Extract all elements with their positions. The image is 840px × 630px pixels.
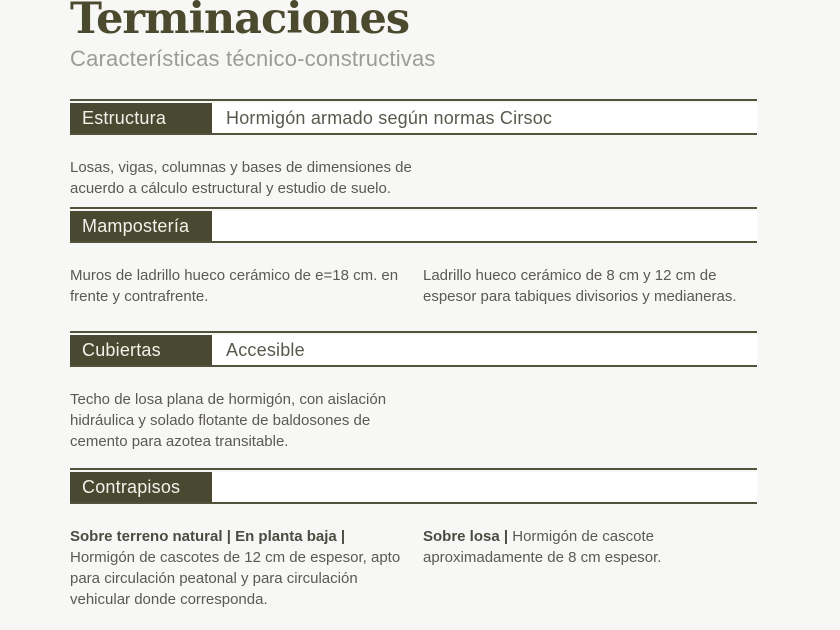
body-column-left <box>70 526 423 610</box>
section-label: Mampostería <box>70 211 212 241</box>
section-top-rule <box>70 207 757 209</box>
section-body <box>70 265 757 307</box>
section-label: Estructura <box>70 103 212 133</box>
section-label: Cubiertas <box>70 335 212 365</box>
section-value <box>212 472 757 502</box>
section-header-row <box>70 211 757 243</box>
section-body <box>70 389 757 452</box>
section-estructura <box>70 99 757 199</box>
column-text: Ladrillo hueco cerámico de 8 cm y 12 cm de espesor para tabiques divisorios y medianeras. <box>423 267 737 305</box>
section-header-row <box>70 472 757 504</box>
section-mamposteria <box>70 207 757 307</box>
body-column-right <box>423 389 757 452</box>
section-label: Contrapisos <box>70 472 212 502</box>
section-value: Hormigón armado según normas Cirsoc <box>212 103 757 133</box>
column-text: Hormigón de cascotes de 12 cm de espesor, apto para circulación peatonal y para circulación vehicular donde corresponda. <box>70 549 401 608</box>
section-header-row <box>70 103 757 135</box>
section-top-rule <box>70 99 757 101</box>
page-subtitle: Características técnico-constructivas <box>70 46 436 71</box>
section-header-row <box>70 335 757 367</box>
section-body <box>70 157 757 199</box>
section-value: Accesible <box>212 335 757 365</box>
column-text: Techo de losa plana de hormigón, con aislación hidráulica y solado flotante de baldosones de cemento para azotea transitable. <box>70 391 387 450</box>
section-cubiertas <box>70 331 757 452</box>
section-body <box>70 526 757 610</box>
body-column-left <box>70 157 423 199</box>
section-contrapisos <box>70 468 757 610</box>
section-value <box>212 211 757 241</box>
section-top-rule <box>70 468 757 470</box>
body-column-left <box>70 389 423 452</box>
body-column-right <box>423 526 757 610</box>
column-lead: Sobre terreno natural | En planta baja | <box>70 528 346 545</box>
section-top-rule <box>70 331 757 333</box>
body-column-right <box>423 157 757 199</box>
column-text: Muros de ladrillo hueco cerámico de e=18 cm. en frente y contrafrente. <box>70 267 399 305</box>
body-column-left <box>70 265 423 307</box>
page-title: Terminaciones <box>70 0 410 44</box>
body-column-right <box>423 265 757 307</box>
column-lead: Sobre losa | <box>423 528 509 545</box>
column-text: Hormigón de cascote aproximadamente de 8 cm espesor. <box>423 528 662 566</box>
column-text: Losas, vigas, columnas y bases de dimensiones de acuerdo a cálculo estructural y estudio de suelo. <box>70 159 412 197</box>
